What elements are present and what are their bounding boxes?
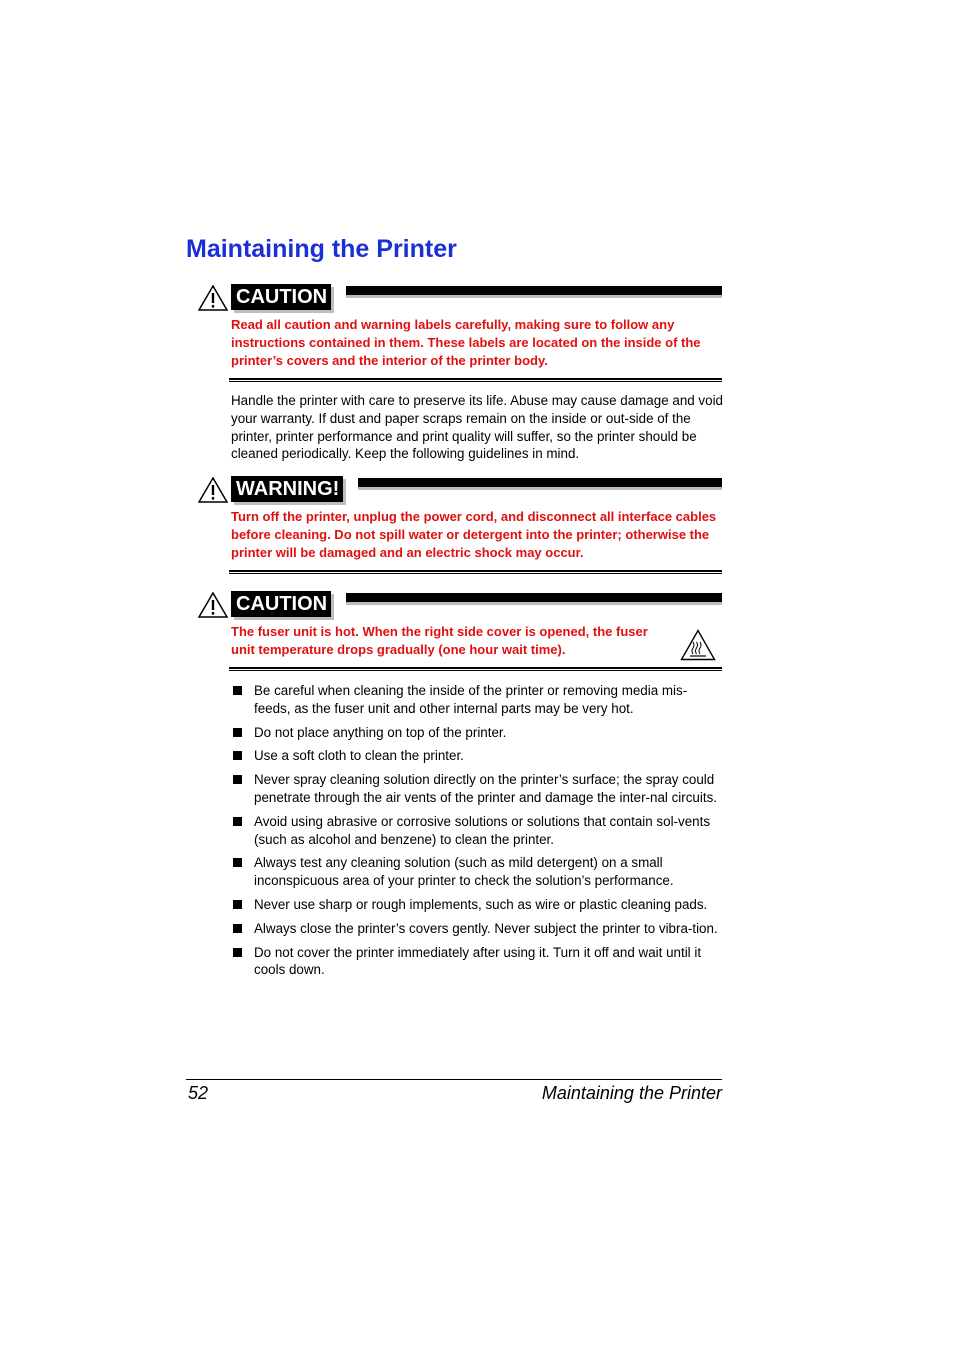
bullet-square-icon — [233, 817, 242, 826]
intro-paragraph: Handle the printer with care to preserve its life. Abuse may cause damage and void your warranty. If dust and paper scraps remain on the inside or out-side of the printer, printer performance and print quality will suffer, so the printer should be cleaned periodically. Keep the following guidelines in mind. — [231, 393, 724, 462]
warning-triangle-icon — [198, 285, 228, 311]
list-item: Do not place anything on top of the printer. — [231, 724, 723, 742]
notice-divider — [229, 570, 722, 574]
page-title: Maintaining the Printer — [186, 235, 457, 263]
warning-triangle-icon — [198, 592, 228, 618]
notice-header-bar — [358, 478, 722, 487]
notice-divider — [229, 378, 722, 382]
list-item: Be careful when cleaning the inside of the printer or removing media mis-feeds, as the fuser unit and other internal parts may be very hot. — [231, 682, 723, 718]
caution-notice-2 — [198, 591, 722, 671]
bullet-square-icon — [233, 900, 242, 909]
bullet-square-icon — [233, 728, 242, 737]
footer-section-title: Maintaining the Printer — [541, 1083, 722, 1103]
caution-label: CAUTION — [231, 591, 331, 617]
page-number: 52 — [188, 1083, 209, 1103]
caution-label: CAUTION — [231, 284, 331, 310]
list-item: Never spray cleaning solution directly on the printer’s surface; the spray could penetrate through the air vents of the printer and damage the inter-nal circuits. — [231, 771, 723, 807]
list-item: Do not cover the printer immediately after using it. Turn it off and wait until it cools down. — [231, 944, 723, 980]
footer-divider — [186, 1079, 722, 1080]
notice-header-bar — [346, 593, 722, 602]
warning-text: Turn off the printer, unplug the power cord, and disconnect all interface cables before cleaning. Do not spill water or detergent into the printer; otherwise the printer will be damaged and an electric shock may occur. — [231, 509, 717, 560]
list-item: Use a soft cloth to clean the printer. — [231, 747, 723, 765]
bullet-square-icon — [233, 858, 242, 867]
bullet-square-icon — [233, 775, 242, 784]
list-item: Always test any cleaning solution (such as mild detergent) on a small inconspicuous area of your printer to check the solution’s performance. — [231, 854, 723, 890]
warning-triangle-icon — [198, 477, 228, 503]
notice-divider — [229, 667, 722, 671]
caution-notice-1 — [198, 284, 722, 382]
list-item: Avoid using abrasive or corrosive solutions or solutions that contain sol-vents (such as alcohol and benzene) to clean the printer. — [231, 813, 723, 849]
bullet-square-icon — [233, 948, 242, 957]
hot-surface-icon — [680, 629, 716, 661]
warning-label: WARNING! — [231, 476, 343, 502]
list-item: Never use sharp or rough implements, such as wire or plastic cleaning pads. — [231, 896, 723, 914]
caution-text: The fuser unit is hot. When the right side cover is opened, the fuser unit temperature drops gradually (one hour wait time). — [231, 624, 648, 657]
notice-header-bar — [346, 286, 722, 295]
guidelines-list — [231, 682, 723, 985]
bullet-square-icon — [233, 751, 242, 760]
warning-notice — [198, 476, 722, 574]
list-item: Always close the printer’s covers gently. Never subject the printer to vibra-tion. — [231, 920, 723, 938]
caution-text: Read all caution and warning labels carefully, making sure to follow any instructions contained in them. These labels are located on the inside of the printer’s covers and the interior of the printer body. — [231, 317, 701, 368]
bullet-square-icon — [233, 924, 242, 933]
bullet-square-icon — [233, 686, 242, 695]
